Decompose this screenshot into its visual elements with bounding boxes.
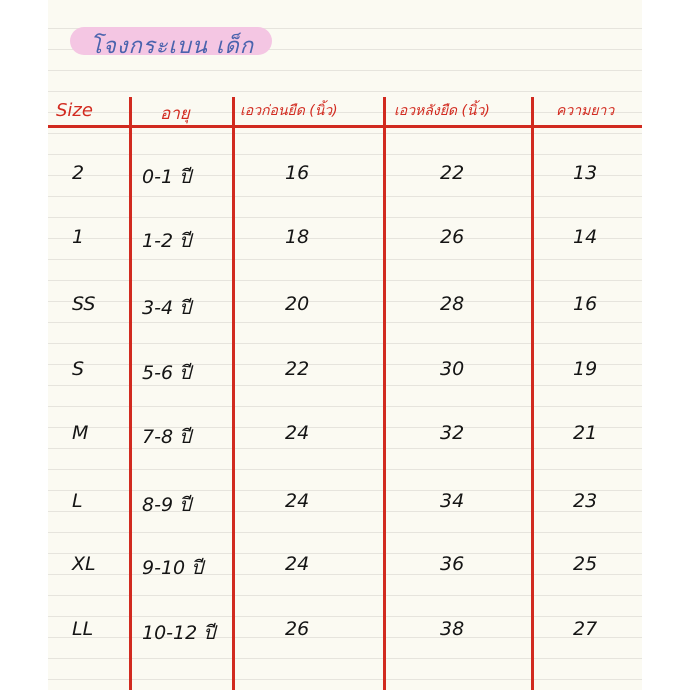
header-length: ความยาว <box>556 103 615 119</box>
waist-before-cell: 24 <box>285 553 310 575</box>
age-cell: 3-4 ปี <box>142 297 192 319</box>
length-cell: 13 <box>573 162 598 184</box>
length-cell: 27 <box>573 618 598 640</box>
column-divider <box>129 97 132 690</box>
size-cell: S <box>72 358 85 380</box>
header-underline <box>48 125 642 128</box>
waist-after-cell: 36 <box>440 553 465 575</box>
age-cell: 8-9 ปี <box>142 494 192 516</box>
length-cell: 19 <box>573 358 598 380</box>
header-waist-before: เอวก่อนยืด (นิ้ว) <box>240 103 338 119</box>
age-cell: 7-8 ปี <box>142 426 192 448</box>
waist-after-cell: 26 <box>440 226 465 248</box>
age-cell: 1-2 ปี <box>142 230 192 252</box>
waist-after-cell: 22 <box>440 162 465 184</box>
age-cell: 5-6 ปี <box>142 362 192 384</box>
header-age: อายุ <box>160 104 190 124</box>
age-cell: 9-10 ปี <box>142 557 204 579</box>
waist-before-cell: 26 <box>285 618 310 640</box>
header-size: Size <box>56 100 93 121</box>
waist-after-cell: 32 <box>440 422 465 444</box>
size-cell: LL <box>72 618 94 640</box>
waist-after-cell: 34 <box>440 490 465 512</box>
length-cell: 14 <box>573 226 598 248</box>
column-divider <box>232 97 235 690</box>
waist-before-cell: 24 <box>285 490 310 512</box>
size-cell: M <box>72 422 89 444</box>
column-divider <box>383 97 386 690</box>
waist-before-cell: 22 <box>285 358 310 380</box>
size-cell: XL <box>72 553 96 575</box>
length-cell: 23 <box>573 490 598 512</box>
page-title: โจงกระเบน เด็ก <box>90 34 255 59</box>
header-waist-after: เอวหลังยืด (นิ้ว) <box>394 103 490 119</box>
waist-before-cell: 20 <box>285 293 310 315</box>
waist-before-cell: 24 <box>285 422 310 444</box>
age-cell: 0-1 ปี <box>142 166 192 188</box>
waist-after-cell: 28 <box>440 293 465 315</box>
size-cell: L <box>72 490 83 512</box>
size-cell: 1 <box>72 226 85 248</box>
column-divider <box>531 97 534 690</box>
length-cell: 21 <box>573 422 598 444</box>
age-cell: 10-12 ปี <box>142 622 216 644</box>
waist-before-cell: 18 <box>285 226 310 248</box>
waist-after-cell: 38 <box>440 618 465 640</box>
notebook-paper <box>48 0 642 690</box>
length-cell: 16 <box>573 293 598 315</box>
size-cell: 2 <box>72 162 85 184</box>
length-cell: 25 <box>573 553 598 575</box>
waist-before-cell: 16 <box>285 162 310 184</box>
waist-after-cell: 30 <box>440 358 465 380</box>
size-cell: SS <box>72 293 96 315</box>
